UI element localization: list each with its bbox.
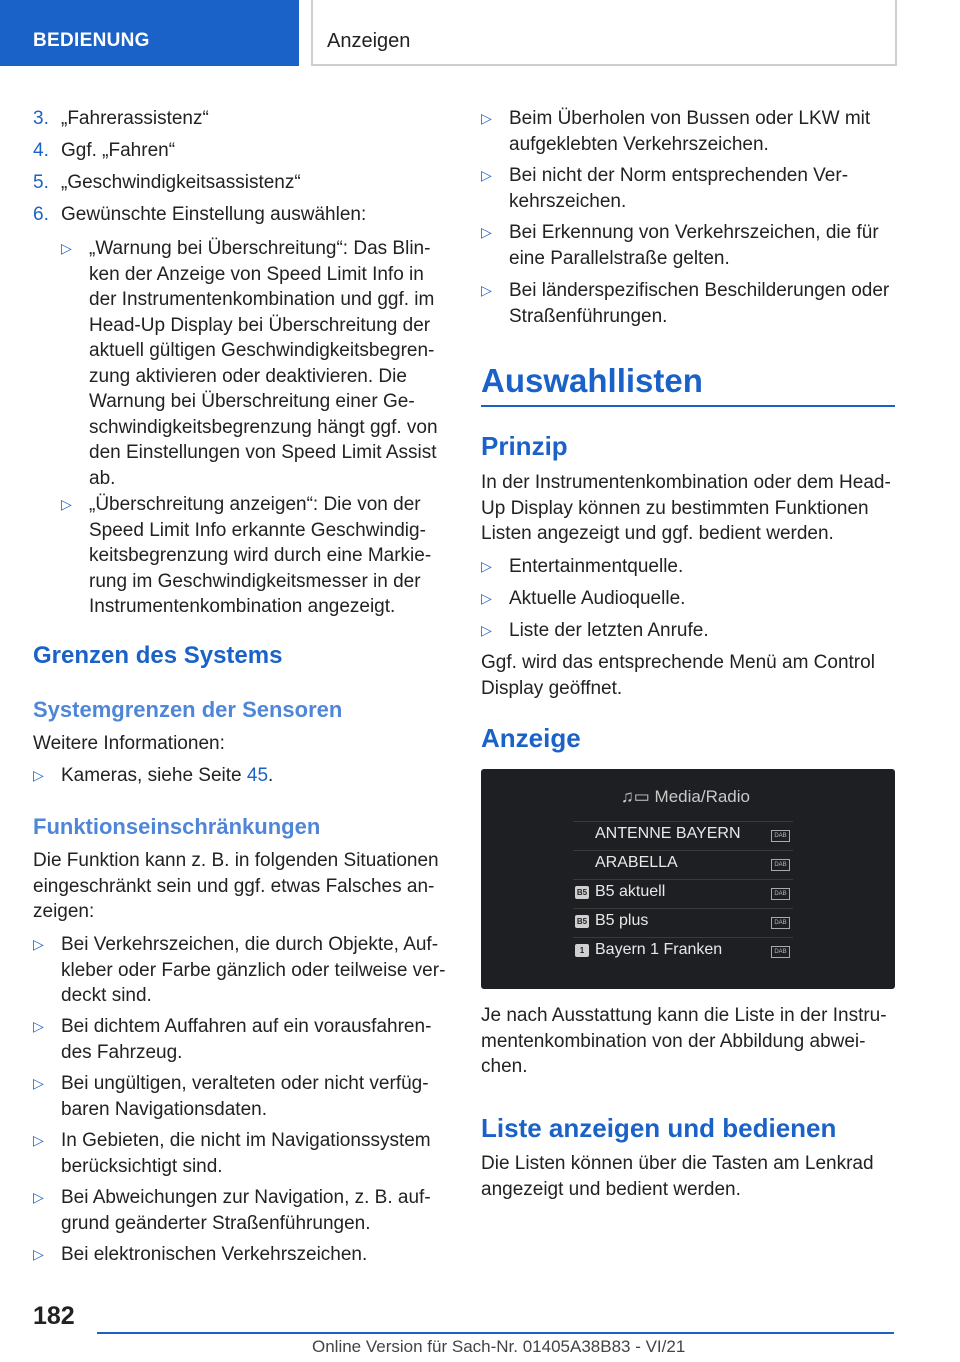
page-link[interactable]: 45: [246, 765, 269, 786]
heading-rule: [481, 405, 895, 407]
footer-text: Online Version für Sach-Nr. 01405A38B83 - VI/21: [312, 1337, 686, 1356]
media-icon: ♫▭: [621, 787, 655, 806]
triangle-bullet-icon: ▷: [33, 1018, 44, 1034]
footer-rule: [97, 1332, 894, 1334]
triangle-bullet-icon: ▷: [481, 110, 492, 126]
sensoren-text: Weitere Informationen:: [33, 733, 225, 754]
screen-title: ♫▭ Media/Radio: [621, 787, 750, 806]
dab-badge: DAB: [771, 859, 790, 871]
page-number: 182: [33, 1302, 75, 1330]
funktion-text: Die Funktion kann z. B. in folgenden Situationen eingeschränkt sein und ggf. etwas Falsches anzeigen:: [33, 850, 439, 922]
dab-badge: DAB: [771, 917, 790, 929]
heading-liste: Liste anzeigen und bedienen: [481, 1113, 837, 1143]
liste-text: Die Listen können über die Tasten am Lenkrad angezeigt und bedient werden.: [481, 1153, 874, 1200]
prinzip-text: In der Instrumentenkombination oder dem Head-Up Display können zu bestimmten Funktionen Listen angezeigt und ggf. bedient werden.: [481, 472, 891, 544]
station-logo-icon: 1: [575, 944, 589, 957]
chapter-label: Anzeigen: [327, 30, 411, 52]
list-item: 1 Bayern 1 Franken DAB: [573, 937, 793, 964]
station-logo-icon: B5: [576, 888, 588, 897]
triangle-bullet-icon: ▷: [33, 936, 44, 952]
triangle-bullet-icon: ▷: [33, 1075, 44, 1091]
triangle-bullet-icon: ▷: [61, 240, 72, 256]
heading-sensoren: Systemgrenzen der Sensoren: [33, 697, 343, 722]
heading-grenzen: Grenzen des Systems: [33, 642, 283, 669]
media-list-screenshot: [481, 769, 895, 989]
triangle-bullet-icon: ▷: [33, 1189, 44, 1205]
dab-badge: DAB: [771, 830, 790, 842]
dab-badge: DAB: [771, 888, 790, 900]
triangle-bullet-icon: ▷: [481, 224, 492, 240]
heading-funktion: Funktionseinschränkungen: [33, 814, 321, 839]
list-item: ARABELLA DAB: [573, 850, 793, 877]
triangle-bullet-icon: ▷: [481, 622, 492, 638]
list-item: B5 B5 aktuell DAB: [573, 879, 793, 906]
prinzip-after: Ggf. wird das entsprechende Menü am Control Display geöffnet.: [481, 652, 875, 699]
dab-badge: DAB: [771, 946, 790, 958]
triangle-bullet-icon: ▷: [33, 1246, 44, 1262]
triangle-bullet-icon: ▷: [481, 167, 492, 183]
heading-anzeige: Anzeige: [481, 723, 581, 753]
chapter-box: [311, 0, 897, 66]
heading-auswahllisten: Auswahllisten: [481, 362, 703, 399]
heading-prinzip: Prinzip: [481, 431, 568, 461]
station-logo-icon: B5: [576, 917, 588, 926]
section-tab: [0, 0, 299, 66]
triangle-bullet-icon: ▷: [481, 558, 492, 574]
triangle-bullet-icon: ▷: [481, 282, 492, 298]
list-item: ANTENNE BAYERN DAB: [573, 821, 793, 848]
image-caption: Je nach Ausstattung kann die Liste in der Instrumentenkombination von der Abbildung abweichen.: [481, 1005, 887, 1077]
triangle-bullet-icon: ▷: [33, 767, 44, 783]
section-label: BEDIENUNG: [33, 30, 150, 51]
triangle-bullet-icon: ▷: [61, 496, 72, 512]
triangle-bullet-icon: ▷: [481, 590, 492, 606]
triangle-bullet-icon: ▷: [33, 1132, 44, 1148]
list-item: B5 B5 plus DAB: [573, 908, 793, 935]
